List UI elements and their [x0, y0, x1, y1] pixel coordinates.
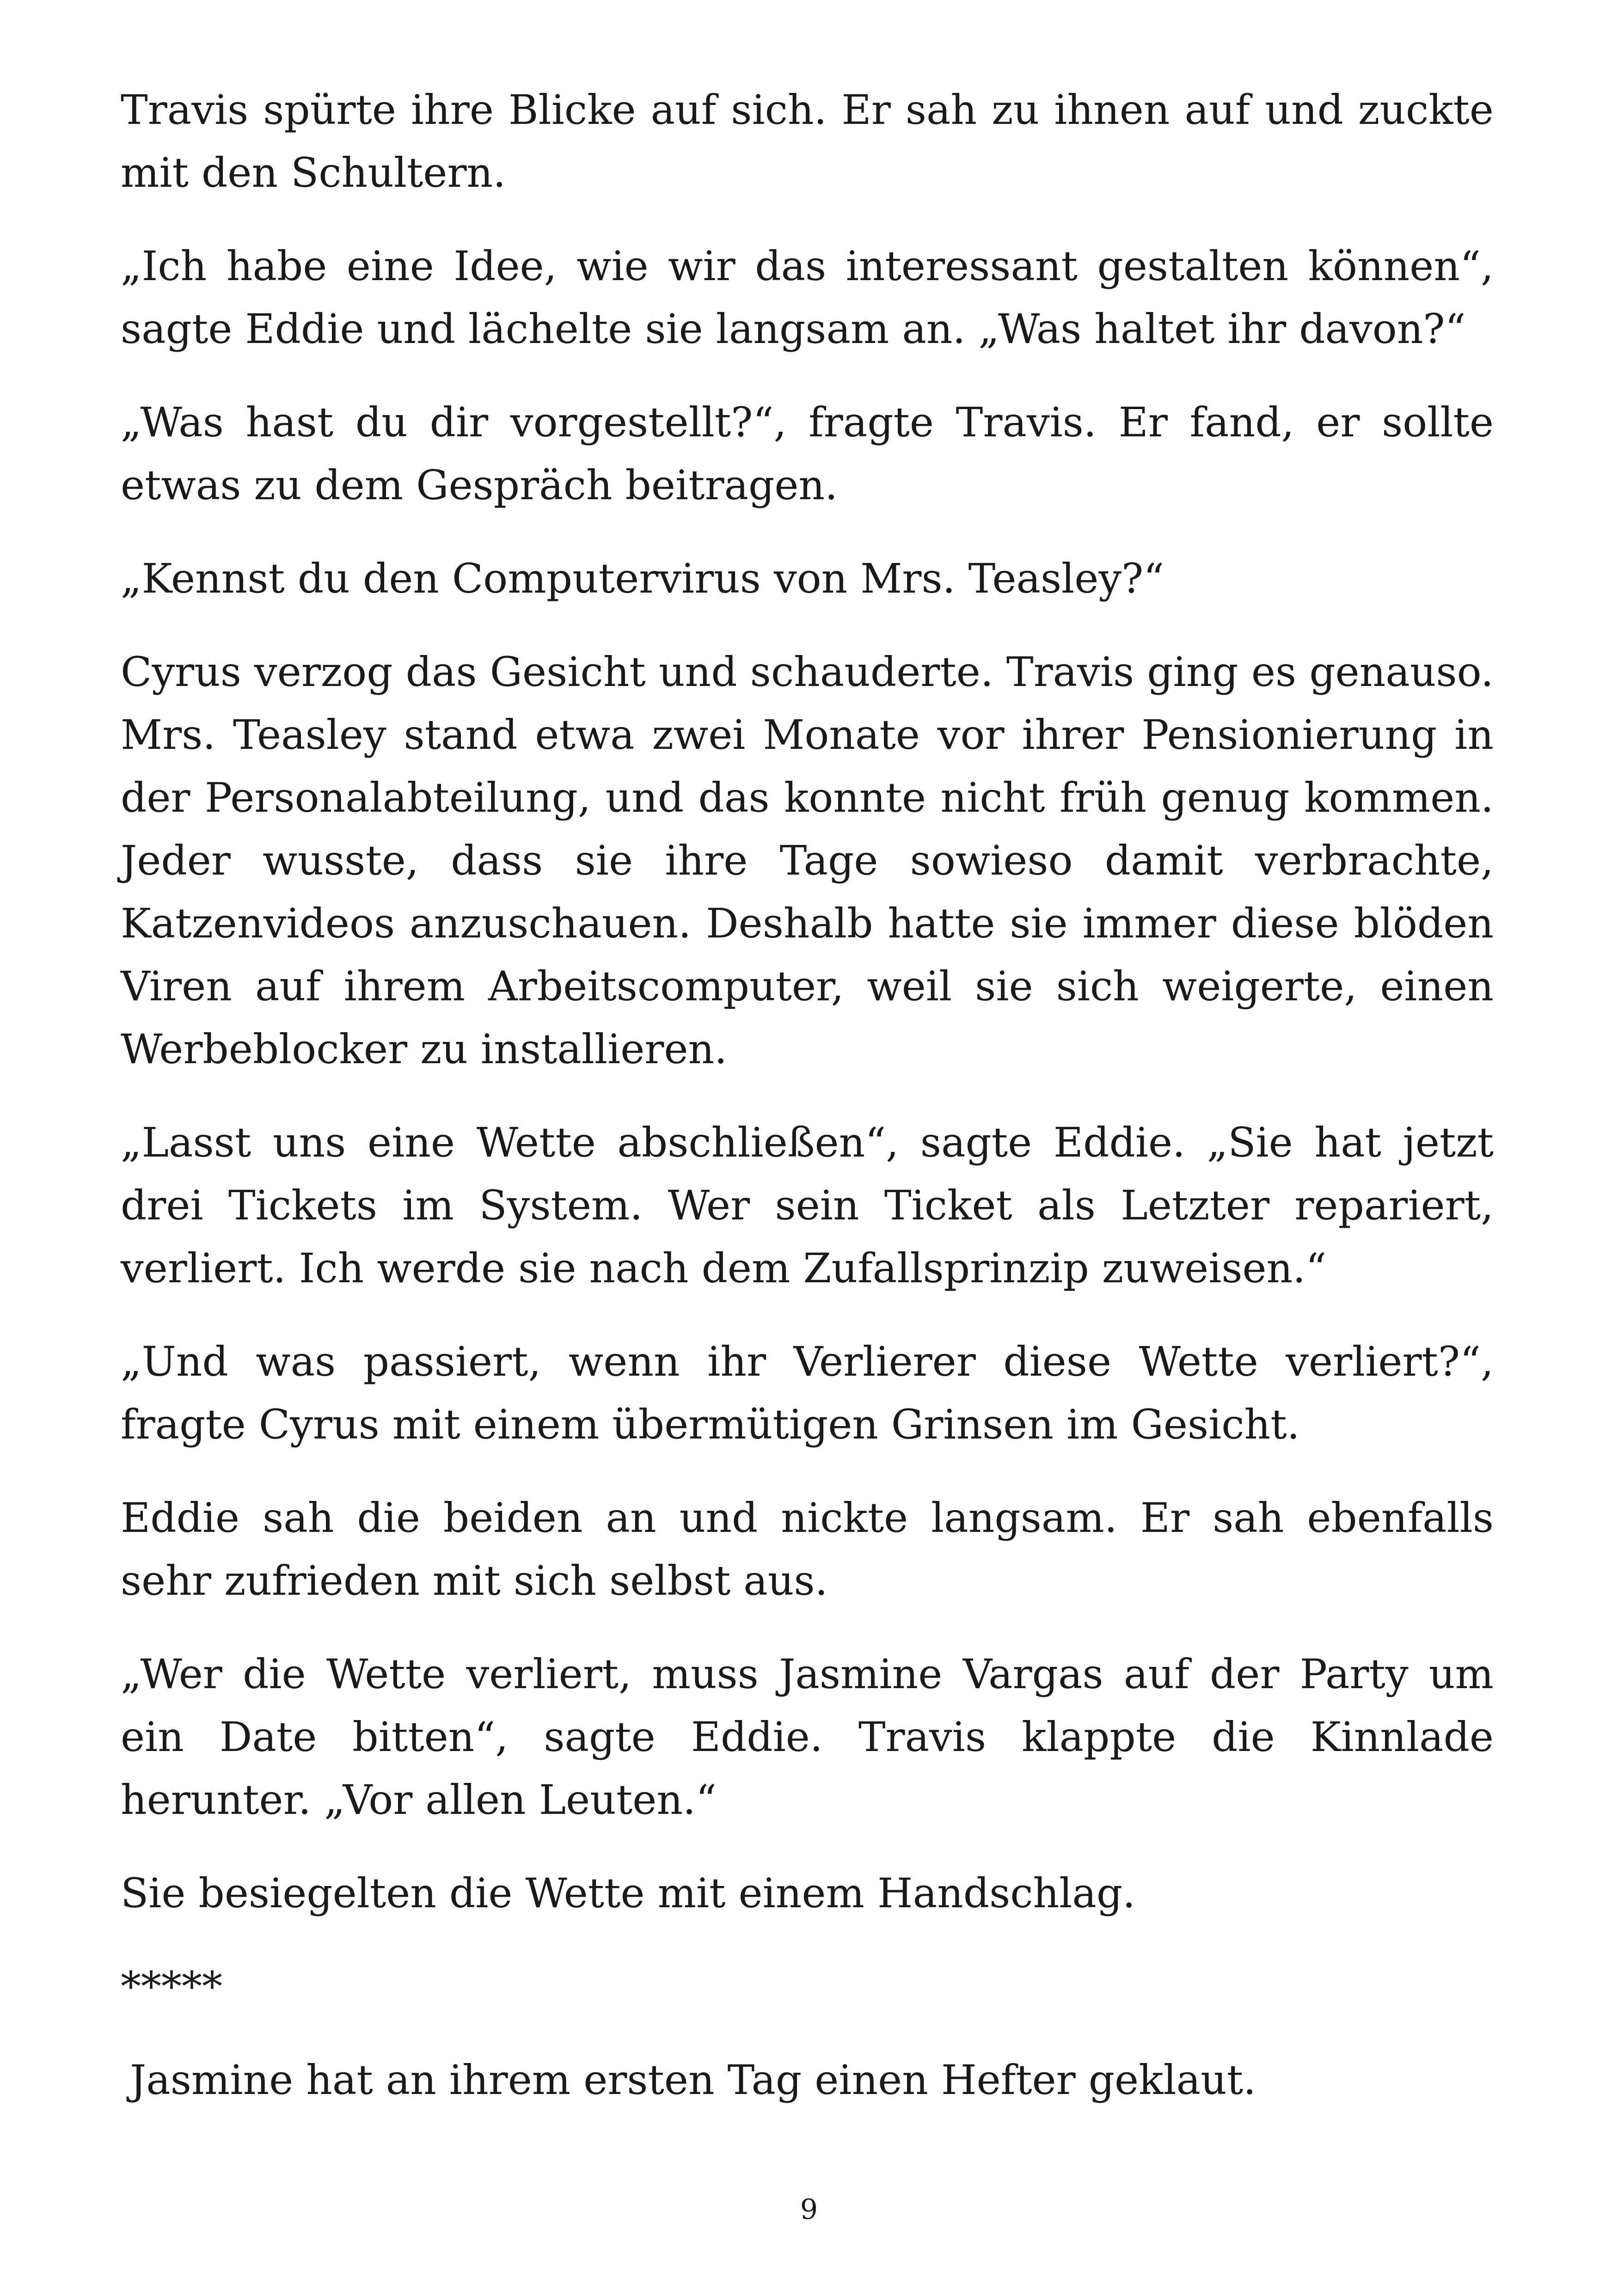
body-text: [121, 79, 1494, 2142]
paragraph: Jasmine hat an ihrem ersten Tag einen Hefter geklaut.: [130, 2056, 1256, 2104]
paragraph: Sie besiegelten die Wette mit einem Handschlag.: [121, 1869, 1136, 1917]
paragraph: „Kennst du den Computervirus von Mrs. Teasley?“: [121, 555, 1164, 602]
scene-break: *****: [121, 1963, 222, 2010]
paragraph: Travis spürte ihre Blicke auf sich. Er sah zu ihnen auf und zuckte mit den Schultern.: [121, 86, 1494, 196]
paragraph: Eddie sah die beiden an und nickte langsam. Er sah ebenfalls sehr zufrieden mit sich selbst aus.: [121, 1494, 1494, 1604]
page-number: 9: [800, 2193, 818, 2226]
paragraph: Cyrus verzog das Gesicht und schauderte. Travis ging es genauso. Mrs. Teasley stand etwa zwei Monate vor ihrer Pensionierung in der Personalabteilung, und das konnte nicht früh genug kommen. Jeder wusste, dass sie ihre Tage sowieso damit verbrachte, Katzenvideos anzuschauen. Deshalb hatte sie immer diese blöden Viren auf ihrem Arbeitscomputer, weil sie sich weigerte, einen Werbeblocker zu installieren.: [121, 648, 1494, 1073]
paragraph: „Ich habe eine Idee, wie wir das interessant gestalten können“, sagte Eddie und lächelte sie langsam an. „Was haltet ihr davon?“: [121, 242, 1494, 353]
paragraph: „Wer die Wette verliert, muss Jasmine Vargas auf der Party um ein Date bitten“, sagte Eddie. Travis klappte die Kinnlade herunter. „Vor allen Leuten.“: [121, 1650, 1494, 1824]
paragraph: „Was hast du dir vorgestellt?“, fragte Travis. Er fand, er sollte etwas zu dem Gespräch beitragen.: [121, 398, 1494, 509]
paragraph: „Und was passiert, wenn ihr Verlierer diese Wette verliert?“, fragte Cyrus mit einem übermütigen Grinsen im Gesicht.: [121, 1338, 1494, 1448]
paragraph: „Lasst uns eine Wette abschließen“, sagte Eddie. „Sie hat jetzt drei Tickets im System. Wer sein Ticket als Letzter repariert, verliert. Ich werde sie nach dem Zufallsprinzip zuweisen.“: [121, 1119, 1494, 1292]
